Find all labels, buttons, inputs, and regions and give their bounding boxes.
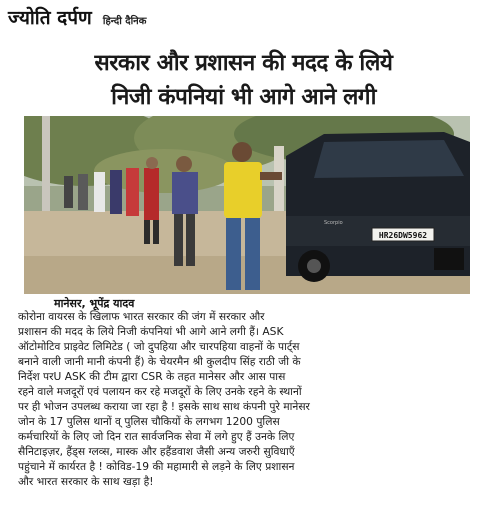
body-line: जोन के 17 पुलिस थानों व् पुलिस चौकियों के लगभग 1200 पुलिस [18,415,280,428]
headline-line-2: निजी कंपनियां भी आगे आने लगी [111,84,376,110]
body-line: कोरोना वायरस के खिलाफ भारत सरकार की जंग में सरकार और [18,310,265,323]
body-line: और भारत सरकार के साथ खड़ा है! [18,475,154,488]
body-line: पर ही भोजन उपलब्ध कराया जा रहा है ! इसके साथ साथ कंपनी पुरे मानेसर [18,400,310,413]
black-suv [286,132,470,282]
newspaper-name: ज्योति दर्पण [8,7,92,29]
body-line: ऑटोमोटिव प्राइवेट लिमिटेड ( जो दुपहिया और चारपहिया वाहनों के पार्ट्स [18,340,300,353]
body-line: बनाने वाली जानी मानी कंपनी हैं) के चेयरमैन श्री कुलदीप सिंह राठी जी के [18,355,301,368]
masthead [8,4,146,28]
body-line: रहने वाले मजदूरों एवं पलायन कर रहे मजदूरों के लिए उनके रहने के स्थानों [18,385,302,398]
body-line: सैनिटाइज़र, हैंड्स ग्लव्स, मास्क और हहैंडवाश जैसी अन्य जरुरी सुविधाएँ [18,445,295,458]
body-line: निर्देश परU ASK की टीम द्वारा CSR के तहत मानेसर और आस पास [18,370,286,383]
newspaper-tagline: हिन्दी दैनिक [102,16,147,27]
body-line: पहुंचाने में कार्यरत है ! कोविड-19 की महामारी से लड़ने के लिए प्रशासन [18,460,295,473]
dateline: मानेसर, भूपेंद्र यादव [54,297,135,310]
article-body [18,309,474,489]
news-photo [24,116,470,294]
number-plate: HR26DW5962 [378,231,428,240]
body-line: प्रशासन की मदद के लिये निजी कंपनियां भी आगे आने लगी हैं। ASK [18,325,284,338]
car-badge: Scorpio [324,220,343,226]
headline-line-1: सरकार और प्रशासन की मदद के लिये [94,50,393,76]
body-line: कर्मचारियों के लिए जो दिन रात सार्वजनिक सेवा में लगे हुए हैं उनके लिए [18,430,295,443]
